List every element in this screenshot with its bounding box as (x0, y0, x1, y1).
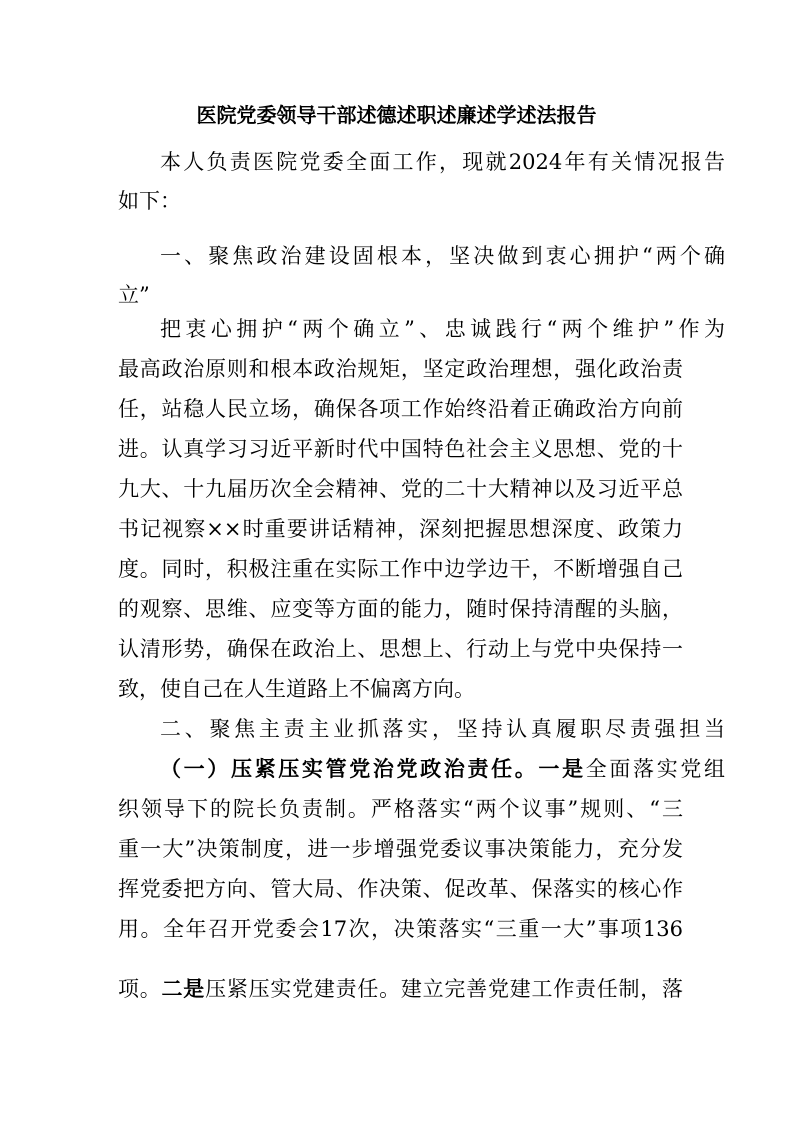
paragraph-line: 一、聚焦政治建设固根本，坚决做到衷心拥护“两个确 (160, 244, 725, 268)
bold-lead-text: 二是 (161, 976, 206, 1001)
paragraph-line: 任，站稳人民立场，确保各项工作始终沿着正确政治方向前 (118, 397, 683, 421)
section-heading: 二、聚焦主责主业抓落实，坚持认真履职尽责强担当 (160, 717, 725, 741)
plain-text: 项。 (118, 977, 162, 1001)
paragraph-line: 最高政治原则和根本政治规矩，坚定政治理想，强化政治责 (118, 357, 683, 381)
paragraph-line: 致，使自己在人生道路上不偏离方向。 (118, 677, 475, 701)
paragraph-line: 书记视察××时重要讲话精神，深刻把握思想深度、政策力 (118, 517, 683, 541)
paragraph-line: 把衷心拥护“两个确立”、忠诚践行“两个维护”作为 (160, 317, 725, 341)
paragraph-line: 的观察、思维、应变等方面的能力，随时保持清醒的头脑， (118, 597, 683, 621)
plain-text: 压紧压实党建责任。建立完善党建工作责任制，落 (205, 977, 684, 1001)
paragraph-line: 织领导下的院长负责制。严格落实“两个议事”规则、“三 (118, 797, 683, 821)
document-title: 医院党委领导干部述德述职述廉述学述法报告 (196, 103, 597, 127)
paragraph-line: 立” (118, 283, 150, 307)
bold-lead-text: （一）压紧压实管党治党政治责任。一是 (160, 756, 586, 781)
paragraph-line: 挥党委把方向、管大局、作决策、促改革、保落实的核心作 (118, 877, 683, 901)
paragraph-line (118, 753, 725, 785)
paragraph-line: 重一大”决策制度，进一步增强党委议事决策能力，充分发 (118, 837, 683, 861)
paragraph-line: 进。认真学习习近平新时代中国特色社会主义思想、党的十 (118, 437, 683, 461)
paragraph-line: 如下： (118, 189, 181, 213)
paragraph-line (118, 973, 683, 1005)
paragraph-line: 九大、十九届历次全会精神、党的二十大精神以及习近平总 (118, 477, 683, 501)
paragraph-line: 认清形势，确保在政治上、思想上、行动上与党中央保持一 (118, 637, 683, 661)
paragraph-line: 用。全年召开党委会17次，决策落实“三重一大”事项136 (118, 917, 683, 941)
paragraph-line: 度。同时，积极注重在实际工作中边学边干，不断增强自己 (118, 557, 683, 581)
paragraph-line: 本人负责医院党委全面工作，现就2024年有关情况报告 (160, 150, 725, 174)
plain-text: 全面落实党组 (585, 757, 726, 781)
